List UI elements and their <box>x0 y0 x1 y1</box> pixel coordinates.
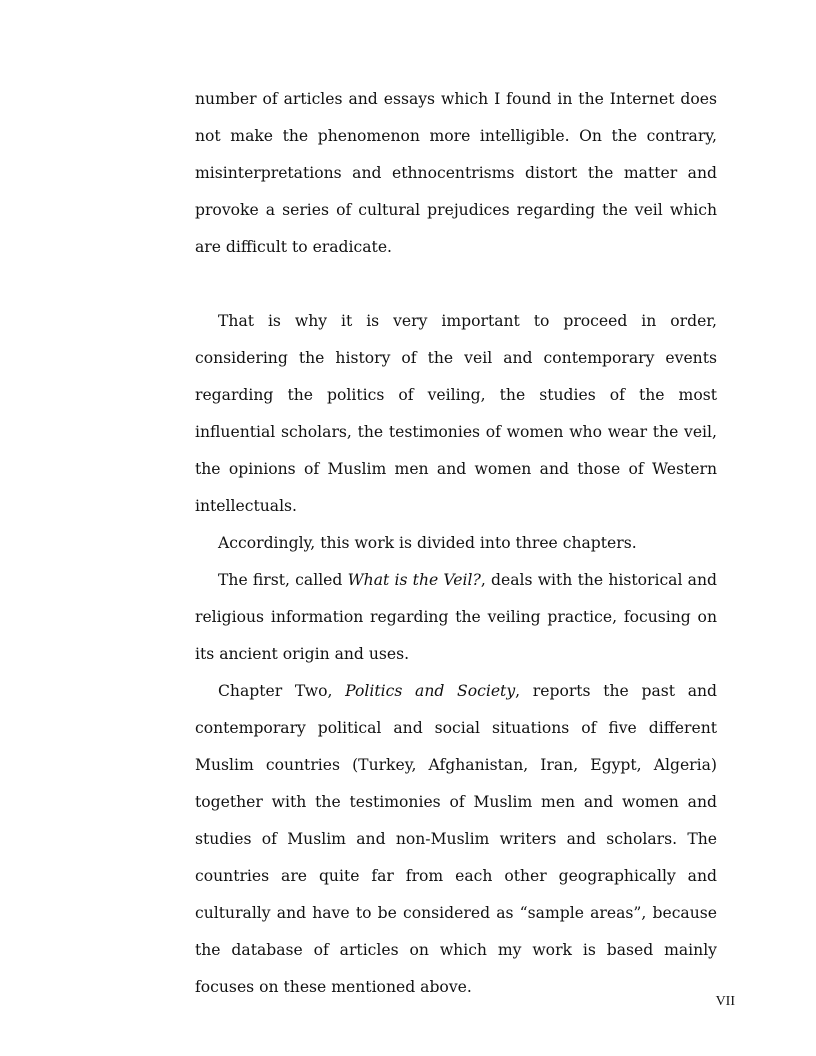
chapter-one-title: What is the Veil? <box>347 571 481 589</box>
paragraph-chapter-one <box>195 562 717 673</box>
paragraph-chapters-intro: Accordingly, this work is divided into three chapters. <box>218 534 637 552</box>
chapter-two-lead: Chapter Two, <box>218 682 346 700</box>
text-block-top <box>195 81 717 266</box>
page-number: VII <box>715 994 735 1009</box>
chapter-two-body: , reports the past and contemporary political and social situations of five different Muslim countries (Turkey, Afghanistan, Iran, Egypt, Algeria) together with the testimonies of Muslim men and women and studies of Muslim and non-Muslim writers and scholars. The countries are quite far from each other geographically and culturally and have to be considered as “sample areas”, because the database of articles on which my work is based mainly focuses on these mentioned above. <box>195 682 718 996</box>
text-block-main <box>195 303 717 1006</box>
chapter-one-lead: The first, called <box>218 571 348 589</box>
paragraph-chapter-two <box>195 673 717 1006</box>
chapter-two-title: Politics and Society <box>345 682 516 700</box>
paragraph-proceed-in-order: That is why it is very important to proceed in order, considering the history of the veil and contemporary events regarding the politics of veiling, the studies of the most influential scholars, the testimonies of women who wear the veil, the opinions of Muslim men and women and those of Western intellectuals. <box>195 312 717 515</box>
chapter-one-body: , deals with the historical and religious information regarding the veiling practice, focusing on its ancient origin and uses. <box>195 571 718 663</box>
paragraph-continuation: number of articles and essays which I found in the Internet does not make the phenomenon more intelligible. On the contrary, misinterpretations and ethnocentrisms distort the matter and provoke a series of cultural prejudices regarding the veil which are difficult to eradicate. <box>195 90 717 256</box>
